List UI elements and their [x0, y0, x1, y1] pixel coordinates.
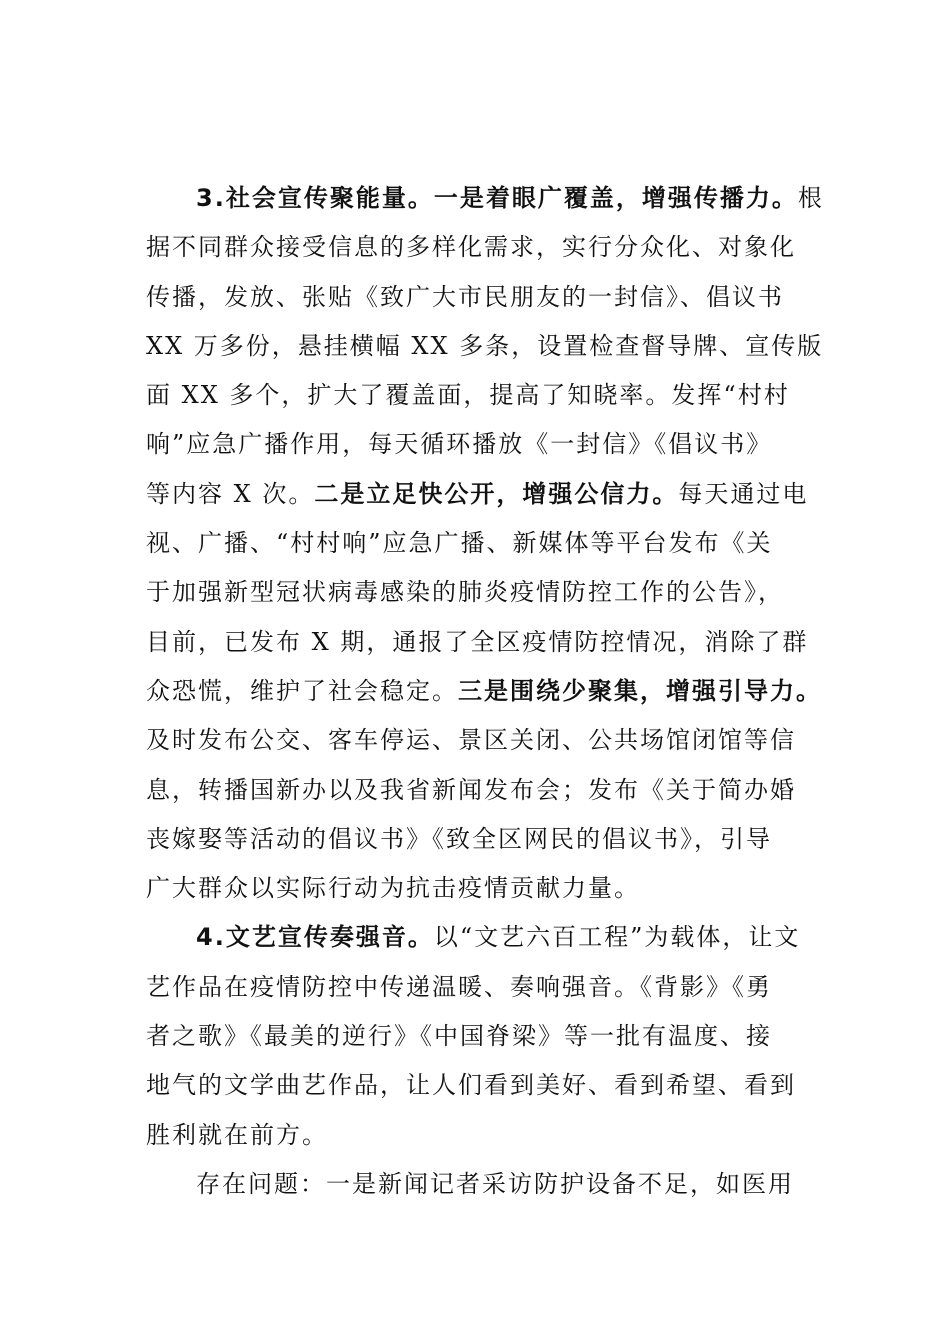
text-line: 据不同群众接受信息的多样化需求，实行分众化、对象化 [146, 233, 796, 262]
text-line: 丧嫁娶等活动的倡议书》《致全区网民的倡议书》，引导 [146, 824, 772, 853]
text-line: 响”应急广播作用，每天循环播放《一封信》《倡议书》 [146, 430, 773, 459]
text-line: 息，转播国新办以及我省新闻发布会；发布《关于简办婚 [146, 775, 796, 804]
text-line: 于加强新型冠状病毒感染的肺炎疫情防控工作的公告》， [146, 578, 784, 607]
line-text: 众恐慌，维护了社会稳定。 [146, 676, 458, 705]
text-line-mixed [146, 667, 822, 716]
paragraph-3-line-1 [146, 174, 824, 223]
line-text: 等内容 X 次。 [146, 479, 315, 508]
section-heading-3: 3.社会宣传聚能量。 [196, 184, 434, 212]
text-line: XX 万多份，悬挂横幅 XX 多条，设置检查督导牌、宣传版 [146, 331, 824, 360]
line-text: 每天通过电 [678, 479, 809, 508]
text-line: 地气的文学曲艺作品，让人们看到美好、看到希望、看到 [146, 1071, 796, 1100]
point-3-heading: 三是围绕少聚集，增强引导力。 [458, 676, 822, 705]
text-line: 面 XX 多个，扩大了覆盖面，提高了知晓率。发挥“村村 [146, 381, 790, 410]
text-line: 广大群众以实际行动为抗击疫情贡献力量。 [146, 874, 640, 903]
text-line: 及时发布公交、客车停运、景区关闭、公共场馆闭馆等信 [146, 726, 796, 755]
line-text: 以“文艺六百工程”为载体，让文 [433, 923, 801, 952]
document-body [146, 174, 824, 1209]
point-2-heading: 二是立足快公开，增强公信力。 [314, 479, 679, 508]
text-line: 传播，发放、张贴《致广大市民朋友的一封信》、倡议书 [146, 282, 784, 311]
text-line-mixed [146, 470, 810, 519]
paragraph-4-line-1 [146, 913, 810, 962]
text-line: 视、广播、“村村响”应急广播、新媒体等平台发布《关 [146, 529, 773, 558]
section-heading-4: 4.文艺宣传奏强音。 [196, 923, 434, 952]
problems-paragraph-line-1: 存在问题：一是新闻记者采访防护设备不足，如医用 [196, 1169, 794, 1198]
line-text: 根 [797, 184, 824, 212]
text-line: 目前，已发布 X 期，通报了全区疫情防控情况，消除了群 [146, 627, 809, 656]
text-line: 艺作品在疫情防控中传递温暖、奏响强音。《背影》《勇 [146, 972, 772, 1001]
point-1-heading: 一是着眼广覆盖，增强传播力。 [433, 184, 798, 212]
text-line: 胜利就在前方。 [146, 1120, 328, 1149]
text-line: 者之歌》《最美的逆行》《中国脊梁》等一批有温度、接 [146, 1022, 772, 1051]
